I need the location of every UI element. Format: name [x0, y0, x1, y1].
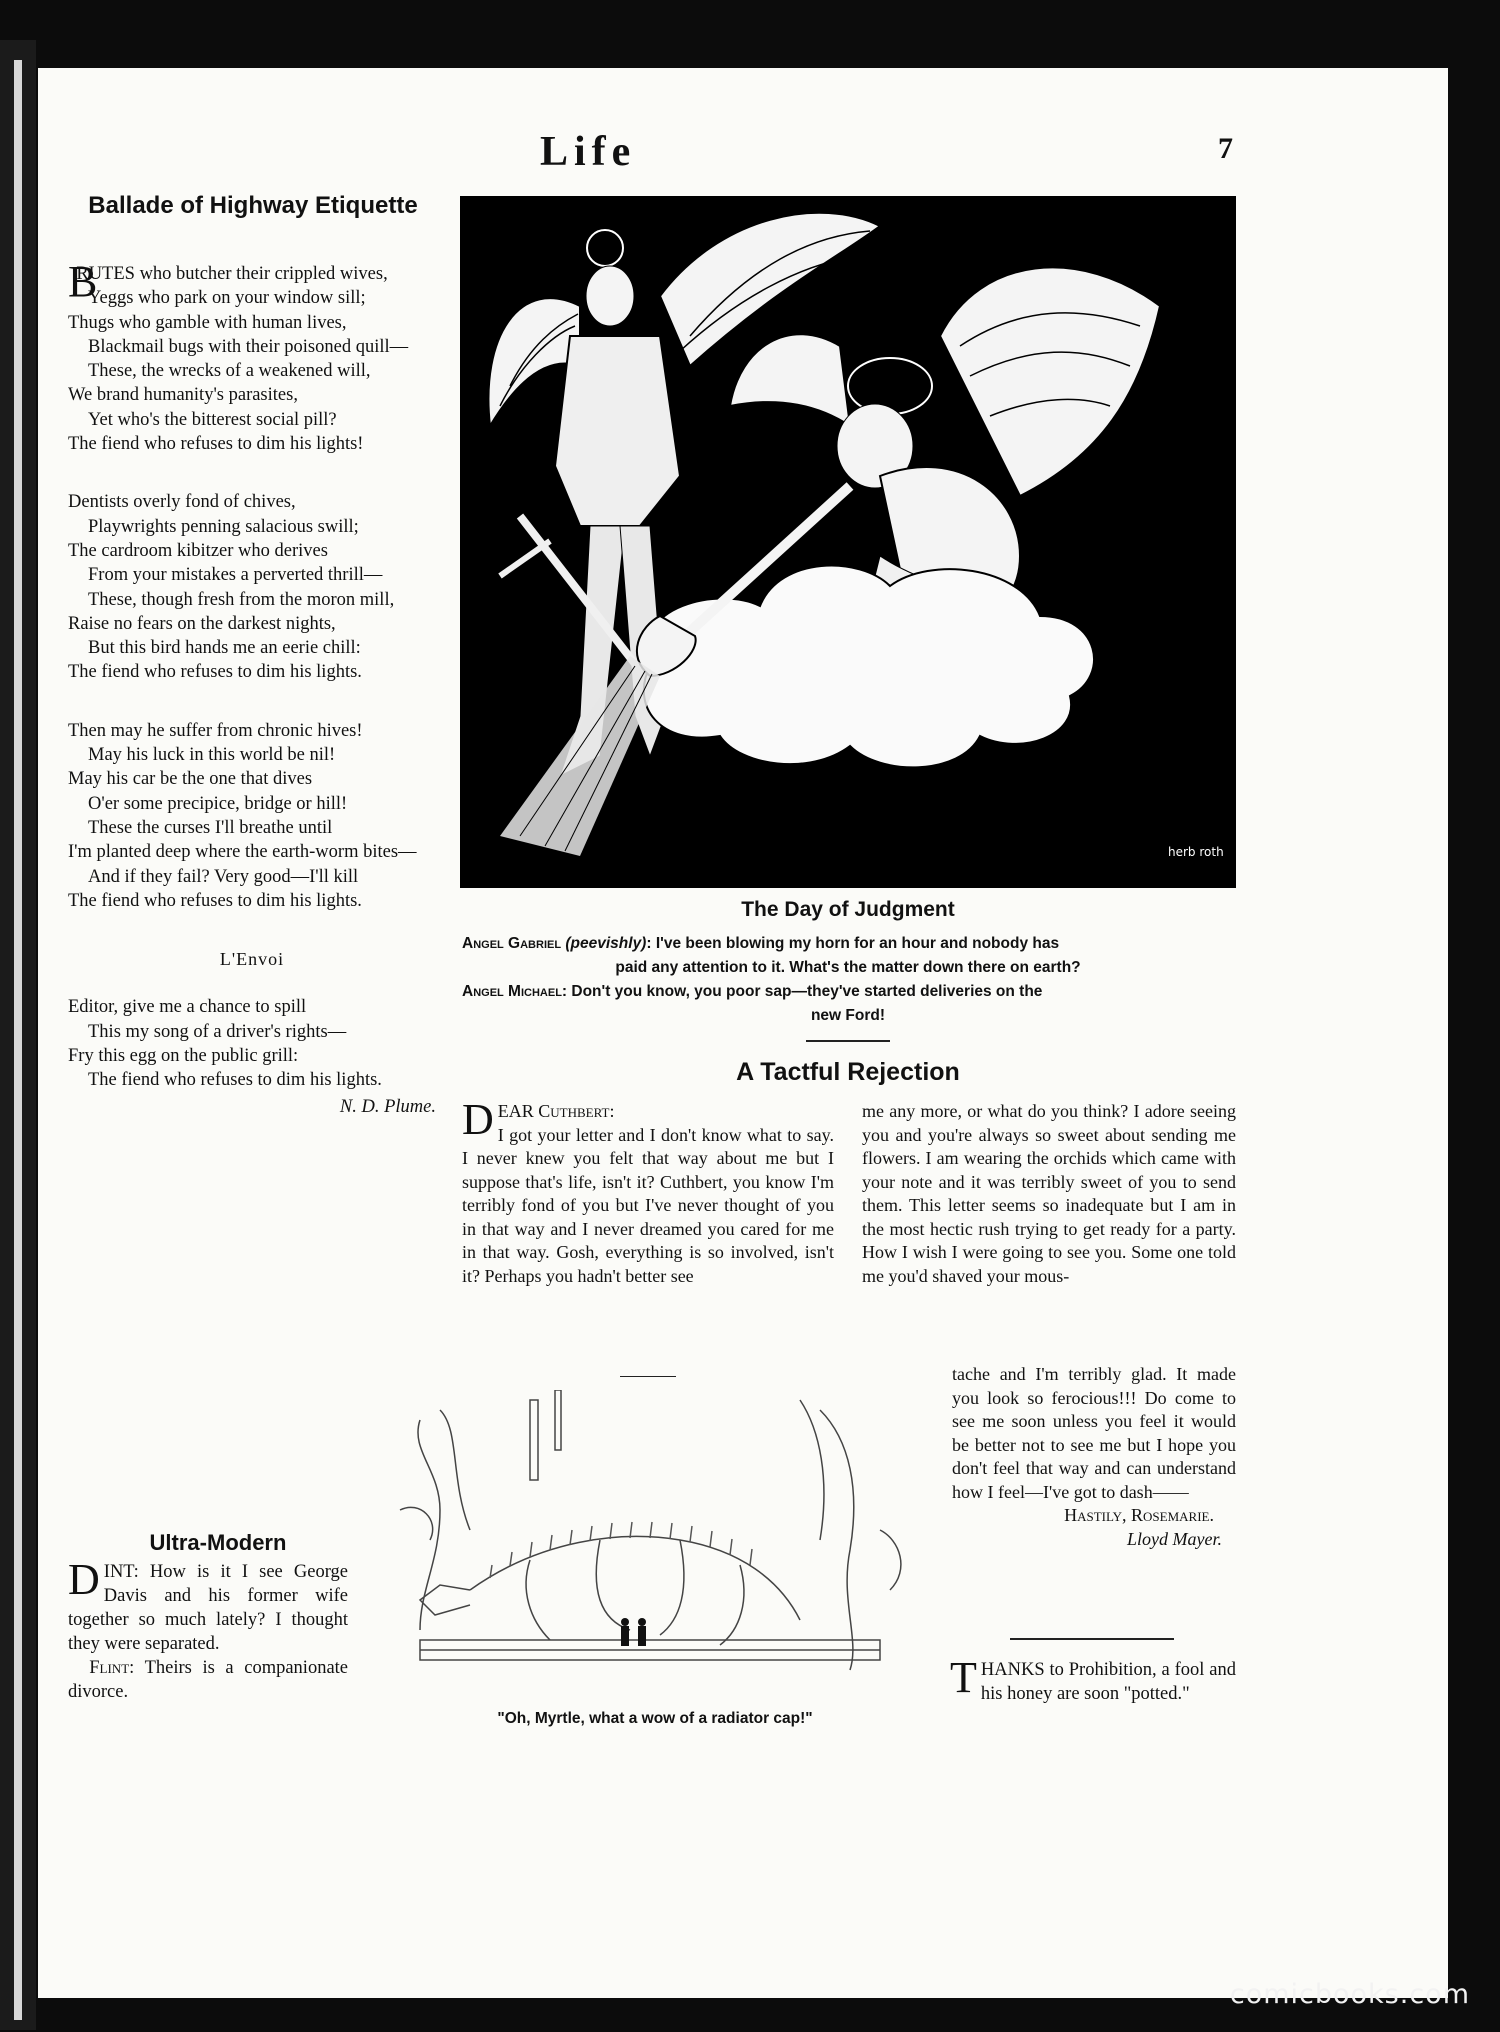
poem-line: But this bird hands me an eerie chill:: [88, 638, 361, 659]
caption-line: new Ford!: [810, 1007, 886, 1024]
poem-line: Playwrights penning salacious swill;: [88, 516, 359, 537]
poem-line: This my song of a driver's rights—: [88, 1021, 347, 1042]
cartoon-title: The Day of Judgment: [741, 898, 955, 921]
stanza-3: [68, 719, 436, 913]
drop-cap: T: [950, 1653, 977, 1702]
poem-line: May his car be the one that dives: [68, 769, 313, 790]
poem-line: The cardroom kibitzer who derives: [68, 540, 328, 561]
poem-line: Fry this egg on the public grill:: [68, 1046, 299, 1067]
lenvoi-heading: L'Envoi: [219, 949, 285, 970]
thanks-paragraph: [950, 1653, 1236, 1706]
watermark: comicbooks.com: [1229, 1979, 1470, 2010]
poem-line: Editor, give me a chance to spill: [68, 997, 307, 1018]
artist-signature: herb roth: [1168, 845, 1224, 859]
dinosaur-cartoon-caption: "Oh, Myrtle, what a wow of a radiator cap!": [497, 1710, 813, 1727]
caption-line: [462, 932, 1234, 956]
stanza-1: [68, 257, 436, 456]
poem-line: Yet who's the bitterest social pill?: [88, 409, 337, 430]
poem-line: We brand humanity's parasites,: [68, 385, 298, 406]
poem-line: These, the wrecks of a weakened will,: [88, 361, 371, 382]
poem-line: The fiend who refuses to dim his lights.: [68, 662, 362, 683]
drop-cap: D: [68, 1555, 100, 1604]
poem-line: The fiend who refuses to dim his lights!: [68, 434, 364, 455]
caption-text: Don't you know, you poor sap—they've started deliveries on the: [571, 983, 1043, 1000]
poem-title: Ballade of Highway Etiquette: [88, 192, 418, 219]
lenvoi: [68, 995, 436, 1092]
poem-line: And if they fail? Very good—I'll kill: [88, 866, 359, 887]
joke-line: Theirs is a companionate divorce.: [68, 1658, 349, 1702]
binding-stripe: [14, 60, 22, 2020]
dinosaur-skeleton-illustration: [380, 1390, 920, 1690]
poem-line: O'er some precipice, bridge or hill!: [88, 793, 348, 814]
stanza-2: [68, 490, 436, 684]
poem-line: May his luck in this world be nil!: [88, 745, 336, 766]
poem-line: Thugs who gamble with human lives,: [68, 312, 347, 333]
poem-line: I'm planted deep where the earth-worm bites—: [68, 842, 417, 863]
poem-line: Raise no fears on the darkest nights,: [68, 613, 336, 634]
thanks-text: HANKS to Prohibition, a fool and his honey are soon "potted.": [980, 1660, 1236, 1704]
letter-salutation: EAR Cuthbert:: [497, 1101, 615, 1121]
letter-text: I got your letter and I don't know what to say. I never knew you felt that way about me but I suppose that's life, isn't it? Cuthbert, you know I'm terribly fond of you but I've never thought of you in that way and I never dreamed you cared for me in that way. Gosh, everything is so involved, isn't it? Perhaps you hadn't better see: [462, 1124, 834, 1286]
poem-line: The fiend who refuses to dim his lights.: [88, 1070, 382, 1091]
poem-line: Yeggs who park on your window sill;: [88, 288, 366, 309]
poem-body: [68, 257, 436, 1119]
joke-line: INT: How is it I see George Davis and his former wife together so much lately? I thought they were separated.: [68, 1562, 348, 1654]
divider: [620, 1376, 676, 1377]
masthead: Life: [540, 129, 637, 175]
letter-title: A Tactful Rejection: [736, 1058, 960, 1086]
letter-column-3: [952, 1363, 1236, 1551]
page-number: 7: [1218, 132, 1233, 165]
poem-signature: N. D. Plume.: [339, 1096, 436, 1117]
poem-line: Dentists overly fond of chives,: [68, 492, 296, 513]
letter-closing: Hastily, Rosemarie.: [1064, 1505, 1214, 1525]
divider: [806, 1040, 890, 1042]
caption-speaker: Angel Michael:: [462, 983, 568, 1000]
cartoon-caption: [462, 932, 1234, 1028]
poem-line: These, though fresh from the moron mill,: [88, 589, 395, 610]
caption-line: paid any attention to it. What's the matter down there on earth?: [615, 959, 1081, 976]
ultra-modern-title: Ultra-Modern: [149, 1530, 287, 1555]
poem-line: RUTES who butcher their crippled wives,: [76, 264, 388, 284]
divider: [1010, 1638, 1174, 1640]
poem-line: Blackmail bugs with their poisoned quill—: [88, 336, 409, 357]
joke-speaker: Flint:: [89, 1658, 135, 1678]
letter-text: tache and I'm terribly glad. It made you look so ferocious!!! Do come to see me soon unless you feel it would be better not to see me but I hope you don't feel that way and can understand how I feel—I've got to dash——: [952, 1364, 1236, 1502]
caption-line: [462, 980, 1234, 1004]
drop-cap: D: [462, 1095, 494, 1144]
ultra-modern-joke: [68, 1555, 349, 1704]
letter-column-2: me any more, or what do you think? I adore seeing you and you're always so sweet about sending me flowers. I am wearing the orchids which came with your note and it was terribly sweet of you to send them. This letter seems so inadequate but I am in the most hectic rush trying to get ready for a party. How I wish I were going to see you. Some one told me you'd shaved your mous-: [862, 1101, 1236, 1286]
caption-text: : I've been blowing my horn for an hour and nobody has: [646, 935, 1060, 952]
day-of-judgment-illustration: [460, 196, 1236, 888]
poem-line: These the curses I'll breathe until: [88, 817, 333, 838]
poem-line: Then may he suffer from chronic hives!: [68, 720, 363, 741]
letter-byline: Lloyd Mayer.: [1127, 1528, 1222, 1549]
caption-speaker: Angel Gabriel: [462, 935, 562, 952]
poem-line: From your mistakes a perverted thrill—: [88, 565, 383, 586]
poem-line: The fiend who refuses to dim his lights.: [68, 890, 362, 911]
caption-manner: (peevishly): [565, 935, 647, 952]
drop-cap: B: [68, 257, 98, 306]
letter-column-1: [462, 1095, 834, 1288]
